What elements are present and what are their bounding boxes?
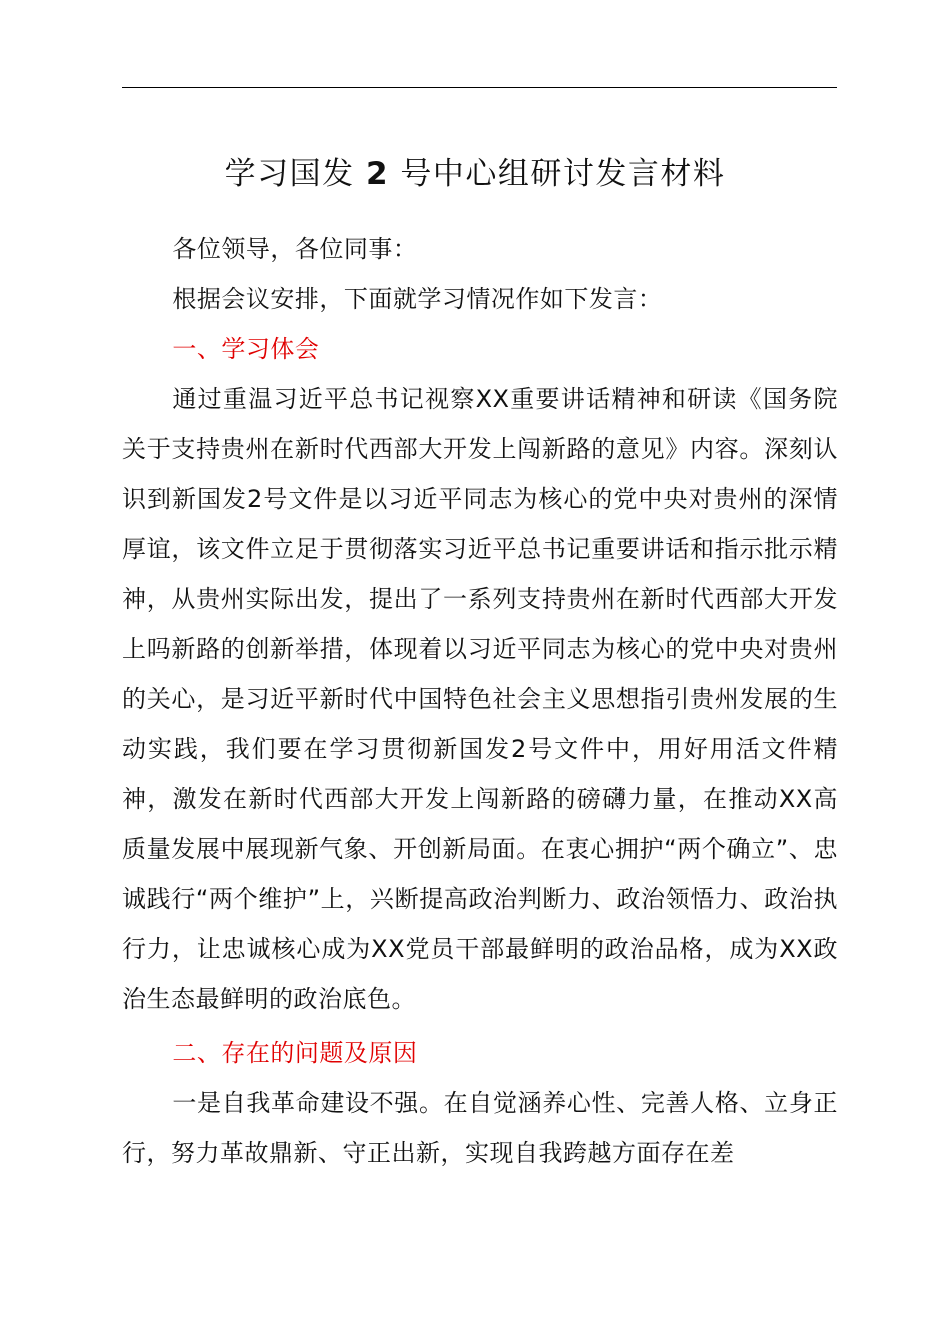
intro-paragraph: 根据会议安排，下面就学习情况作如下发言： bbox=[172, 285, 663, 313]
header-rule bbox=[122, 87, 837, 88]
document-title bbox=[0, 150, 950, 198]
title-part1: 学习国发 bbox=[224, 156, 355, 192]
document-body bbox=[122, 224, 838, 1178]
section-heading-2: 二、存在的问题及原因 bbox=[172, 1039, 418, 1067]
greeting: 各位领导，各位同事： bbox=[172, 235, 418, 263]
title-part2: 号中心组研讨发言材料 bbox=[400, 156, 726, 192]
section-heading-1: 一、学习体会 bbox=[172, 335, 320, 363]
section-2-paragraph: 一是自我革命建设不强。在自觉涵养心性、完善人格、立身正行，努力革故鼎新、守正出新，实现自我跨越方面存在差 bbox=[122, 1089, 838, 1167]
title-number: 2 bbox=[365, 156, 390, 192]
section-1-paragraph: 通过重温习近平总书记视察XX重要讲话精神和研读《国务院关于支持贵州在新时代西部大开发上闯新路的意见》内容。深刻认识到新国发2号文件是以习近平同志为核心的党中央对贵州的深情厚谊，该文件立足于贯彻落实习近平总书记重要讲话和指示批示精神，从贵州实际出发，提出了一系列支持贵州在新时代西部大开发上吗新路的创新举措，体现着以习近平同志为核心的党中央对贵州的关心，是习近平新时代中国特色社会主义思想指引贵州发展的生动实践，我们要在学习贯彻新国发2号文件中，用好用活文件精神，激发在新时代西部大开发上闯新路的磅礴力量，在推动XX高质量发展中展现新气象、开创新局面。在衷心拥护“两个确立”、忠诚践行“两个维护”上，兴断提高政治判断力、政治领悟力、政治执行力，让忠诚核心成为XX党员干部最鲜明的政治品格，成为XX政治生态最鲜明的政治底色。 bbox=[122, 385, 838, 1013]
